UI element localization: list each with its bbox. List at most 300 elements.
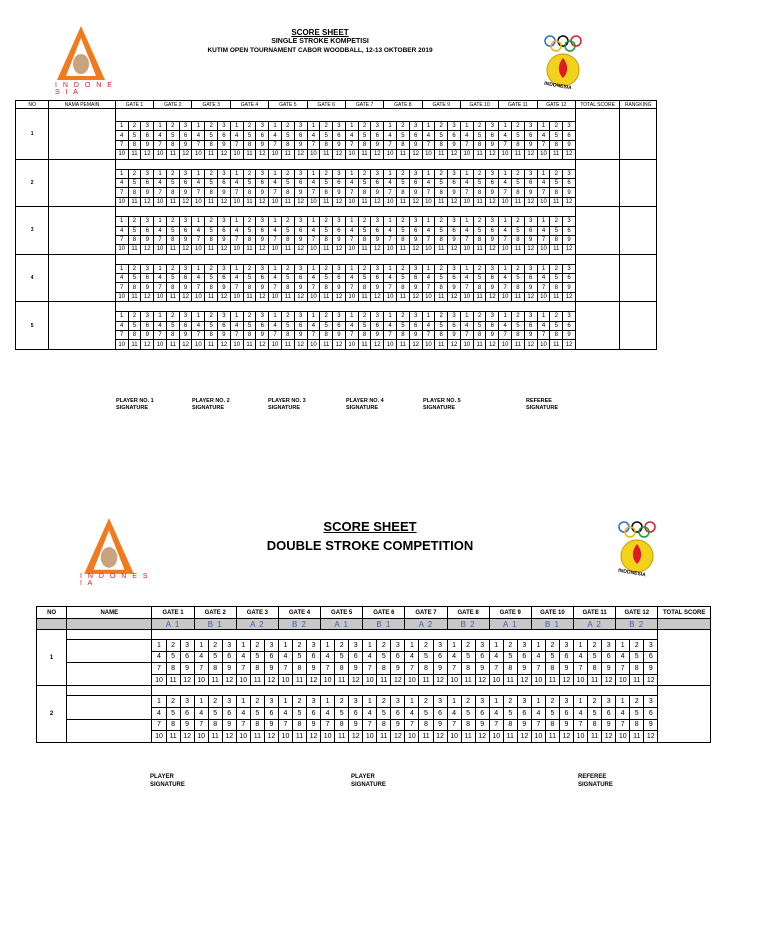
score-option[interactable]: 1 [499,217,512,226]
score-option[interactable]: 7 [269,235,282,244]
score-option[interactable]: 8 [419,719,433,731]
score-option[interactable]: 12 [179,150,192,159]
score-option[interactable]: 8 [250,719,264,731]
score-option[interactable]: 10 [422,197,435,206]
score-option[interactable]: 8 [166,663,180,675]
score-option[interactable]: 5 [377,651,391,663]
score-option[interactable]: 5 [243,131,256,140]
score-option[interactable]: 5 [396,226,409,235]
score-option[interactable]: 2 [208,696,222,708]
score-option[interactable]: 6 [486,274,499,283]
score-option[interactable]: 12 [294,340,307,349]
score-option[interactable]: 12 [524,150,537,159]
score-option[interactable]: 10 [422,150,435,159]
score-option[interactable]: 12 [486,245,499,254]
score-option[interactable]: 8 [281,235,294,244]
score-option[interactable]: 4 [278,651,292,663]
score-option[interactable]: 5 [473,178,486,187]
score-option[interactable]: 1 [152,640,166,652]
score-option[interactable]: 10 [384,150,397,159]
score-option[interactable]: 7 [499,283,512,292]
score-option[interactable]: 10 [460,197,473,206]
score-option[interactable]: 2 [281,217,294,226]
score-option[interactable]: 11 [128,292,141,301]
score-option[interactable]: 10 [269,197,282,206]
score-option[interactable]: 8 [243,283,256,292]
score-option[interactable]: 4 [192,131,205,140]
score-option[interactable]: 11 [281,150,294,159]
score-option[interactable]: 3 [475,640,489,652]
score-option[interactable]: 7 [321,663,335,675]
score-option[interactable]: 8 [205,140,218,149]
score-option[interactable]: 6 [448,178,461,187]
score-option[interactable]: 10 [422,245,435,254]
ranking-cell[interactable] [620,109,657,160]
score-option[interactable]: 9 [218,235,231,244]
score-option[interactable]: 5 [461,651,475,663]
score-option[interactable]: 12 [333,245,346,254]
score-option[interactable]: 5 [335,651,349,663]
score-option[interactable]: 6 [349,651,363,663]
score-option[interactable]: 4 [537,131,550,140]
score-option[interactable]: 7 [154,188,167,197]
score-option[interactable]: 9 [486,283,499,292]
score-option[interactable]: 6 [433,651,447,663]
score-option[interactable]: 10 [192,150,205,159]
score-option[interactable]: 7 [345,331,358,340]
score-option[interactable]: 8 [128,188,141,197]
score-option[interactable]: 4 [152,707,166,719]
score-option[interactable]: 4 [460,321,473,330]
score-option[interactable]: 4 [422,131,435,140]
score-option[interactable]: 5 [550,274,563,283]
score-option[interactable]: 3 [524,312,537,321]
score-option[interactable]: 3 [563,217,576,226]
score-option[interactable]: 12 [563,292,576,301]
score-option[interactable]: 4 [192,274,205,283]
score-option[interactable]: 6 [180,651,194,663]
score-option[interactable]: 1 [307,217,320,226]
score-option[interactable]: 5 [281,274,294,283]
score-option[interactable]: 9 [333,331,346,340]
score-option[interactable]: 8 [473,331,486,340]
score-option[interactable]: 7 [230,235,243,244]
score-option[interactable]: 7 [152,719,166,731]
score-option[interactable]: 9 [563,331,576,340]
score-option[interactable]: 4 [447,651,461,663]
score-option[interactable]: 9 [391,663,405,675]
score-option[interactable]: 5 [503,707,517,719]
score-option[interactable]: 11 [243,340,256,349]
score-option[interactable]: 11 [250,731,264,743]
score-option[interactable]: 5 [205,274,218,283]
score-option[interactable]: 9 [179,188,192,197]
score-option[interactable]: 3 [486,264,499,273]
score-option[interactable]: 3 [524,217,537,226]
score-option[interactable]: 4 [422,178,435,187]
score-option[interactable]: 3 [559,696,573,708]
player-name-cell[interactable] [49,302,116,350]
score-option[interactable]: 1 [307,264,320,273]
score-option[interactable]: 10 [307,340,320,349]
score-option[interactable]: 3 [141,312,154,321]
score-option[interactable]: 2 [512,264,525,273]
score-option[interactable]: 12 [563,150,576,159]
score-option[interactable]: 8 [208,663,222,675]
score-option[interactable]: 6 [141,226,154,235]
score-option[interactable]: 5 [166,178,179,187]
score-option[interactable]: 5 [630,707,644,719]
score-option[interactable]: 11 [281,340,294,349]
score-option[interactable]: 7 [384,188,397,197]
score-option[interactable]: 3 [218,217,231,226]
score-option[interactable]: 9 [307,663,321,675]
score-option[interactable]: 8 [550,283,563,292]
score-option[interactable]: 10 [269,340,282,349]
score-option[interactable]: 3 [563,264,576,273]
score-option[interactable]: 2 [419,640,433,652]
score-option[interactable]: 7 [499,188,512,197]
score-option[interactable]: 1 [154,312,167,321]
score-option[interactable]: 3 [256,217,269,226]
score-option[interactable]: 7 [307,140,320,149]
score-option[interactable]: 12 [179,245,192,254]
score-option[interactable]: 1 [307,122,320,131]
score-option[interactable]: 7 [384,235,397,244]
score-option[interactable]: 4 [154,226,167,235]
score-option[interactable]: 1 [194,696,208,708]
score-option[interactable]: 12 [517,674,531,686]
score-option[interactable]: 5 [320,131,333,140]
score-option[interactable]: 6 [333,274,346,283]
score-option[interactable]: 7 [115,188,128,197]
score-option[interactable]: 2 [128,264,141,273]
score-option[interactable]: 6 [409,178,422,187]
score-option[interactable]: 9 [141,331,154,340]
score-option[interactable]: 3 [391,640,405,652]
score-option[interactable]: 1 [574,696,588,708]
score-option[interactable]: 8 [320,331,333,340]
score-option[interactable]: 7 [154,140,167,149]
score-option[interactable]: 7 [574,663,588,675]
score-option[interactable]: 2 [435,122,448,131]
score-option[interactable]: 8 [512,140,525,149]
score-option[interactable]: 12 [448,292,461,301]
score-option[interactable]: 12 [294,197,307,206]
score-option[interactable]: 2 [166,264,179,273]
score-option[interactable]: 10 [574,674,588,686]
score-option[interactable]: 2 [358,122,371,131]
player-name-cell[interactable] [67,686,152,696]
score-option[interactable]: 6 [563,226,576,235]
score-option[interactable]: 4 [230,178,243,187]
score-option[interactable]: 6 [256,178,269,187]
score-option[interactable]: 11 [243,245,256,254]
score-option[interactable]: 12 [486,197,499,206]
score-option[interactable]: 5 [208,651,222,663]
score-option[interactable]: 8 [243,235,256,244]
score-option[interactable]: 3 [141,169,154,178]
score-option[interactable]: 11 [435,292,448,301]
score-option[interactable]: 8 [473,283,486,292]
score-option[interactable]: 6 [524,321,537,330]
score-option[interactable]: 9 [524,188,537,197]
score-option[interactable]: 8 [435,188,448,197]
score-option[interactable]: 3 [294,217,307,226]
score-option[interactable]: 7 [447,719,461,731]
score-option[interactable]: 12 [180,731,194,743]
score-option[interactable]: 7 [278,719,292,731]
score-option[interactable]: 5 [435,226,448,235]
score-option[interactable]: 2 [166,169,179,178]
score-option[interactable]: 8 [396,140,409,149]
score-option[interactable]: 12 [409,245,422,254]
score-option[interactable]: 5 [166,651,180,663]
score-option[interactable]: 4 [154,178,167,187]
score-option[interactable]: 3 [371,264,384,273]
score-option[interactable]: 1 [460,264,473,273]
score-option[interactable]: 10 [447,674,461,686]
score-option[interactable]: 11 [512,245,525,254]
score-option[interactable]: 3 [294,264,307,273]
score-option[interactable]: 10 [192,340,205,349]
score-option[interactable]: 2 [358,264,371,273]
score-option[interactable]: 7 [616,719,630,731]
score-option[interactable]: 6 [294,226,307,235]
score-option[interactable]: 7 [230,140,243,149]
score-option[interactable]: 11 [630,731,644,743]
score-option[interactable]: 10 [154,245,167,254]
score-option[interactable]: 8 [419,663,433,675]
score-option[interactable]: 12 [180,674,194,686]
score-option[interactable]: 9 [256,283,269,292]
score-option[interactable]: 2 [166,640,180,652]
score-option[interactable]: 2 [166,696,180,708]
score-option[interactable]: 3 [333,264,346,273]
score-option[interactable]: 11 [166,731,180,743]
score-option[interactable]: 9 [563,283,576,292]
score-option[interactable]: 7 [307,235,320,244]
score-option[interactable]: 11 [281,245,294,254]
score-option[interactable]: 7 [384,283,397,292]
score-option[interactable]: 3 [264,640,278,652]
score-option[interactable]: 7 [269,188,282,197]
score-option[interactable]: 5 [503,651,517,663]
score-option[interactable]: 9 [409,235,422,244]
score-option[interactable]: 5 [128,321,141,330]
score-option[interactable]: 1 [230,264,243,273]
score-option[interactable]: 3 [517,696,531,708]
score-option[interactable]: 5 [473,226,486,235]
score-option[interactable]: 12 [256,340,269,349]
score-option[interactable]: 5 [358,226,371,235]
score-option[interactable]: 2 [396,169,409,178]
score-option[interactable]: 9 [602,663,616,675]
score-option[interactable]: 11 [396,245,409,254]
score-option[interactable]: 2 [473,122,486,131]
score-option[interactable]: 2 [281,312,294,321]
score-option[interactable]: 5 [320,321,333,330]
score-option[interactable]: 6 [563,178,576,187]
score-option[interactable]: 2 [396,122,409,131]
score-option[interactable]: 11 [461,731,475,743]
score-option[interactable]: 11 [419,674,433,686]
score-option[interactable]: 6 [448,131,461,140]
score-option[interactable]: 11 [396,197,409,206]
score-option[interactable]: 7 [115,140,128,149]
score-option[interactable]: 1 [574,640,588,652]
score-option[interactable]: 9 [644,663,658,675]
score-option[interactable]: 1 [115,122,128,131]
score-option[interactable]: 6 [524,226,537,235]
score-option[interactable]: 4 [269,321,282,330]
score-option[interactable]: 10 [154,292,167,301]
score-option[interactable]: 4 [152,651,166,663]
score-option[interactable]: 3 [179,217,192,226]
score-option[interactable]: 9 [256,188,269,197]
score-option[interactable]: 10 [154,197,167,206]
score-option[interactable]: 7 [269,283,282,292]
score-option[interactable]: 6 [264,651,278,663]
score-option[interactable]: 12 [294,150,307,159]
score-option[interactable]: 1 [422,122,435,131]
score-option[interactable]: 1 [345,312,358,321]
score-option[interactable]: 12 [409,292,422,301]
score-option[interactable]: 7 [537,188,550,197]
score-option[interactable]: 7 [499,235,512,244]
score-option[interactable]: 3 [371,312,384,321]
score-option[interactable]: 3 [524,169,537,178]
score-option[interactable]: 12 [218,340,231,349]
score-option[interactable]: 6 [486,178,499,187]
score-option[interactable]: 6 [307,651,321,663]
score-option[interactable]: 1 [154,264,167,273]
score-option[interactable]: 3 [644,640,658,652]
score-option[interactable]: 1 [447,640,461,652]
score-option[interactable]: 7 [345,235,358,244]
score-option[interactable]: 9 [333,283,346,292]
score-option[interactable]: 9 [333,235,346,244]
score-option[interactable]: 6 [517,651,531,663]
score-option[interactable]: 2 [205,217,218,226]
ranking-cell[interactable] [620,302,657,350]
score-option[interactable]: 4 [345,178,358,187]
score-option[interactable]: 7 [499,140,512,149]
score-option[interactable]: 9 [218,140,231,149]
score-option[interactable]: 9 [218,283,231,292]
score-option[interactable]: 9 [179,235,192,244]
score-option[interactable]: 10 [230,245,243,254]
score-option[interactable]: 11 [550,292,563,301]
score-option[interactable]: 6 [307,707,321,719]
score-option[interactable]: 9 [264,663,278,675]
score-option[interactable]: 2 [377,640,391,652]
score-option[interactable]: 4 [230,131,243,140]
score-option[interactable]: 3 [180,640,194,652]
score-option[interactable]: 9 [141,283,154,292]
total-score-cell[interactable] [575,159,619,207]
score-option[interactable]: 1 [422,264,435,273]
score-option[interactable]: 12 [486,150,499,159]
score-option[interactable]: 4 [230,321,243,330]
score-option[interactable]: 8 [128,283,141,292]
score-option[interactable]: 6 [563,131,576,140]
total-score-cell[interactable] [658,686,711,742]
score-option[interactable]: 9 [602,719,616,731]
score-option[interactable]: 5 [545,707,559,719]
score-option[interactable]: 10 [230,292,243,301]
score-option[interactable]: 1 [307,312,320,321]
score-option[interactable]: 4 [192,321,205,330]
score-option[interactable]: 1 [405,696,419,708]
score-option[interactable]: 6 [391,651,405,663]
score-option[interactable]: 7 [345,140,358,149]
score-option[interactable]: 10 [363,674,377,686]
score-option[interactable]: 1 [422,312,435,321]
score-option[interactable]: 9 [371,235,384,244]
score-option[interactable]: 11 [335,731,349,743]
score-option[interactable]: 9 [409,331,422,340]
score-option[interactable]: 12 [644,674,658,686]
score-option[interactable]: 10 [537,197,550,206]
score-option[interactable]: 1 [537,169,550,178]
score-option[interactable]: 10 [230,340,243,349]
score-option[interactable]: 11 [377,731,391,743]
score-option[interactable]: 1 [345,122,358,131]
score-option[interactable]: 11 [166,197,179,206]
score-option[interactable]: 12 [179,340,192,349]
score-option[interactable]: 4 [384,321,397,330]
score-option[interactable]: 10 [115,245,128,254]
score-option[interactable]: 2 [473,169,486,178]
score-option[interactable]: 11 [205,292,218,301]
score-option[interactable]: 9 [218,188,231,197]
score-option[interactable]: 8 [435,235,448,244]
score-option[interactable]: 11 [396,340,409,349]
score-option[interactable]: 12 [433,731,447,743]
score-option[interactable]: 4 [499,321,512,330]
score-option[interactable]: 8 [281,140,294,149]
score-option[interactable]: 6 [294,178,307,187]
score-option[interactable]: 4 [499,274,512,283]
score-option[interactable]: 6 [222,707,236,719]
score-option[interactable]: 3 [179,122,192,131]
score-option[interactable]: 4 [574,651,588,663]
score-option[interactable]: 5 [550,321,563,330]
score-option[interactable]: 1 [115,264,128,273]
score-option[interactable]: 9 [524,235,537,244]
score-option[interactable]: 4 [192,178,205,187]
score-option[interactable]: 9 [180,663,194,675]
score-option[interactable]: 11 [550,340,563,349]
score-option[interactable]: 5 [243,226,256,235]
score-option[interactable]: 10 [154,150,167,159]
score-option[interactable]: 7 [574,719,588,731]
score-option[interactable]: 3 [256,122,269,131]
score-option[interactable]: 9 [141,188,154,197]
player-name-cell[interactable] [49,254,116,302]
score-option[interactable]: 3 [409,122,422,131]
score-option[interactable]: 11 [128,245,141,254]
score-option[interactable]: 7 [236,663,250,675]
score-option[interactable]: 3 [602,640,616,652]
score-option[interactable]: 7 [321,719,335,731]
score-option[interactable]: 1 [269,122,282,131]
score-option[interactable]: 1 [384,217,397,226]
score-option[interactable]: 11 [320,245,333,254]
score-option[interactable]: 6 [475,651,489,663]
score-option[interactable]: 8 [320,188,333,197]
